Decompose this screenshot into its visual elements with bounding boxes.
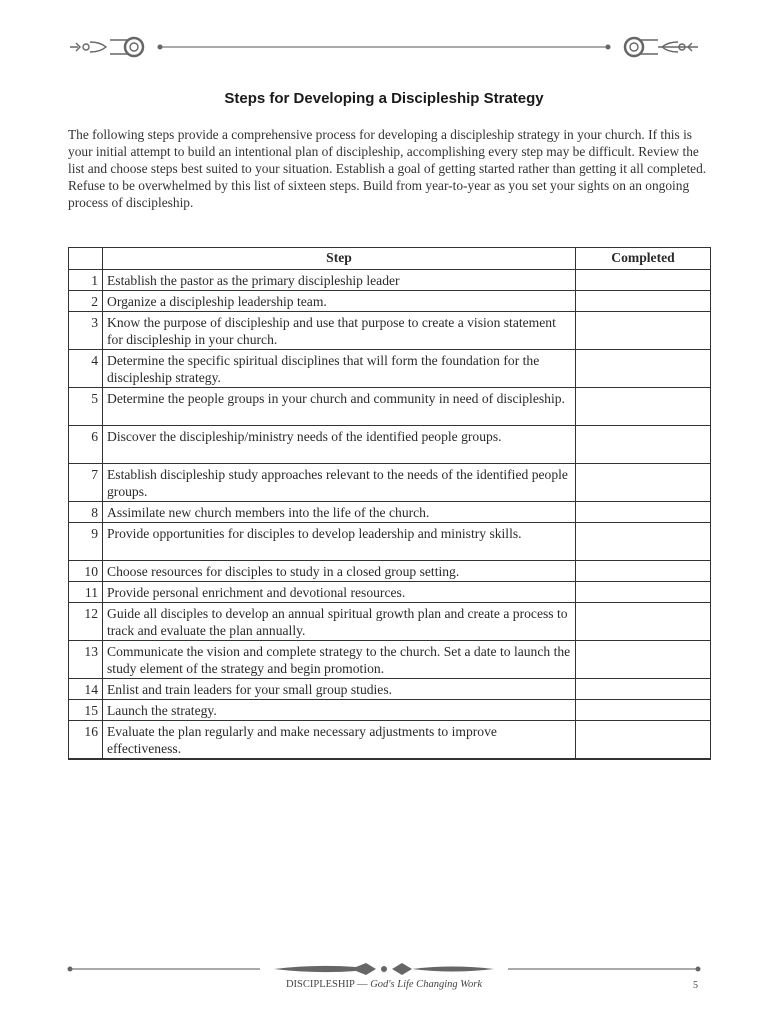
table-row (69, 679, 711, 700)
step-text: Guide all disciples to develop an annual spiritual growth plan and create a process to track and evaluate the plan annually. (103, 603, 576, 641)
step-number: 4 (69, 350, 103, 388)
step-text: Establish discipleship study approaches relevant to the needs of the identified people groups. (103, 464, 576, 502)
step-text: Establish the pastor as the primary discipleship leader (103, 270, 576, 291)
table-row (69, 582, 711, 603)
completed-cell[interactable] (576, 561, 711, 582)
footer-subtitle: God's Life Changing Work (370, 979, 483, 990)
completed-cell[interactable] (576, 312, 711, 350)
table-row (69, 603, 711, 641)
completed-cell[interactable] (576, 523, 711, 561)
completed-cell[interactable] (576, 464, 711, 502)
steps-table (68, 247, 711, 760)
step-number: 14 (69, 679, 103, 700)
completed-cell[interactable] (576, 350, 711, 388)
completed-cell[interactable] (576, 388, 711, 426)
step-text: Evaluate the plan regularly and make necessary adjustments to improve effectiveness. (103, 721, 576, 760)
completed-cell[interactable] (576, 291, 711, 312)
step-text: Assimilate new church members into the life of the church. (103, 502, 576, 523)
completed-cell[interactable] (576, 603, 711, 641)
step-text: Provide personal enrichment and devotional resources. (103, 582, 576, 603)
completed-cell[interactable] (576, 582, 711, 603)
step-text: Know the purpose of discipleship and use that purpose to create a vision statement for discipleship in your church. (103, 312, 576, 350)
step-number: 6 (69, 426, 103, 464)
step-number: 2 (69, 291, 103, 312)
completed-cell[interactable] (576, 700, 711, 721)
intro-paragraph: The following steps provide a comprehensive process for developing a discipleship strategy in your church. If this is your initial attempt to build an intentional plan of discipleship, accomplishing every step may be difficult. Review the list and choose steps best suited to your situation. Establish a goal of getting started rather than getting it all completed. Refuse to be overwhelmed by this list of sixteen steps. Build from year-to-year as you set your sights on an ongoing process of discipleship. (68, 127, 707, 210)
step-text: Choose resources for disciples to study in a closed group setting. (103, 561, 576, 582)
step-number: 13 (69, 641, 103, 679)
step-number: 15 (69, 700, 103, 721)
step-number: 5 (69, 388, 103, 426)
step-number: 3 (69, 312, 103, 350)
table-row (69, 502, 711, 523)
table-row (69, 312, 711, 350)
completed-cell[interactable] (576, 679, 711, 700)
table-row (69, 270, 711, 291)
page-title: Steps for Developing a Discipleship Strategy (224, 90, 544, 107)
table-row (69, 291, 711, 312)
table-header-row (69, 248, 711, 270)
footer-ornament (66, 960, 702, 980)
step-number: 11 (69, 582, 103, 603)
step-number: 10 (69, 561, 103, 582)
step-number: 8 (69, 502, 103, 523)
step-number: 1 (69, 270, 103, 291)
footer-text (0, 979, 768, 990)
table-row (69, 388, 711, 426)
table-row (69, 350, 711, 388)
step-text: Determine the specific spiritual disciplines that will form the foundation for the discipleship strategy. (103, 350, 576, 388)
step-text: Discover the discipleship/ministry needs of the identified people groups. (103, 426, 576, 464)
header-ornament (66, 32, 702, 62)
number-column-header (69, 248, 103, 270)
step-text: Launch the strategy. (103, 700, 576, 721)
table-row (69, 561, 711, 582)
completed-cell[interactable] (576, 270, 711, 291)
footer-book-title: DISCIPLESHIP — (285, 979, 371, 990)
step-number: 16 (69, 721, 103, 760)
table-row (69, 641, 711, 679)
table-row (69, 464, 711, 502)
table-row (69, 523, 711, 561)
step-text: Enlist and train leaders for your small group studies. (103, 679, 576, 700)
step-column-header: Step (103, 248, 576, 270)
table-row (69, 426, 711, 464)
step-number: 12 (69, 603, 103, 641)
completed-column-header: Completed (576, 248, 711, 270)
step-text: Communicate the vision and complete strategy to the church. Set a date to launch the study element of the strategy and begin promotion. (103, 641, 576, 679)
completed-cell[interactable] (576, 721, 711, 760)
step-number: 9 (69, 523, 103, 561)
completed-cell[interactable] (576, 502, 711, 523)
table-row (69, 721, 711, 760)
step-text: Determine the people groups in your church and community in need of discipleship. (103, 388, 576, 426)
completed-cell[interactable] (576, 641, 711, 679)
step-number: 7 (69, 464, 103, 502)
table-row (69, 700, 711, 721)
step-text: Organize a discipleship leadership team. (103, 291, 576, 312)
step-text: Provide opportunities for disciples to develop leadership and ministry skills. (103, 523, 576, 561)
page-number: 5 (693, 980, 698, 991)
completed-cell[interactable] (576, 426, 711, 464)
